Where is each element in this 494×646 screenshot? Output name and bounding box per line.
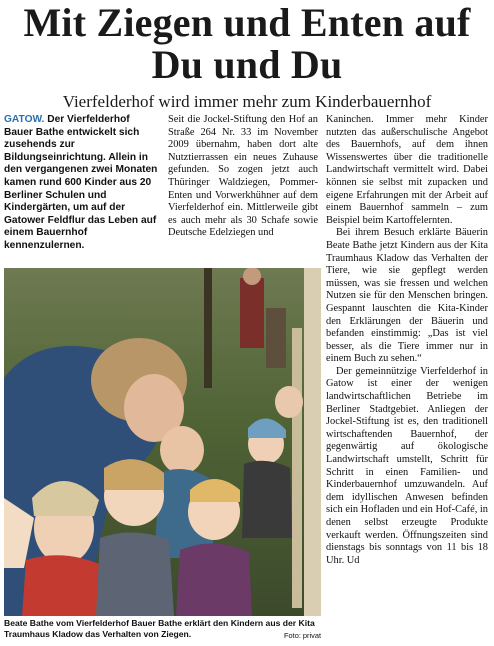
- lead-paragraph: [4, 114, 160, 253]
- photo-caption: [4, 618, 321, 641]
- headline: Mit Ziegen und Enten auf Du und Du: [23, 0, 471, 87]
- dateline-place: GATOW.: [4, 114, 45, 125]
- article-photo: [4, 268, 321, 616]
- col3-paragraph: Der gemeinnützige Vierfelderhof in Gatow ist einer der wenigen landwirtschaftlichen Betriebe im Berliner Stadtgebiet. Anliegen der Jockel-Stiftung ist es, den traditionell wirtschaftenden Bauernhof, der gegenwärtig auf ökologische Landwirtschaft umstellt, Schritt für Schritt in einen Familien- und Kinderbauernhof umzuwandeln. Auf dem idyllischen Anwesen befinden sich ein Hofladen und ein Hof-Café, in denen selbst erzeugte Produkte verkauft werden. Öffnungszeiten sind dienstags bis sonntags von 11 bis 18 Uhr. Ud: [326, 365, 488, 566]
- column-2: [168, 114, 318, 240]
- col3-paragraph: Kaninchen. Immer mehr Kinder nutzten das außerschulische Angebot des Bauernhofs, auf dem ihnen Wissenswertes über die traditionelle Landwirtschaft vermittelt wird. Dabei können sie selbst mit zupacken und eigene Erfahrungen mit der Arbeit auf einem Bauernhof sammeln – zum Beispiel beim Kartoffelernten.: [326, 114, 488, 226]
- caption-text: Beate Bathe vom Vierfelderhof Bauer Bathe erklärt den Kindern aus der Kita Traumhaus Kladow das Verhalten von Ziegen.: [4, 618, 315, 639]
- subheadline: Vierfelderhof wird immer mehr zum Kinderbauernhof: [62, 92, 432, 111]
- column-3: [326, 114, 488, 567]
- photo-illustration: [4, 268, 321, 616]
- lead-text: Der Vierfelderhof Bauer Bathe entwickelt sich zusehends zur Bildungseinrichtung. Allein in den vergangenen zwei Monaten kamen rund 600 Kinder aus 20 Berliner Schulen und Kindergärten, um auf der Gatower Feldflur das Leben auf einem Bauernhof kennenzulernen.: [4, 114, 158, 251]
- photo-credit: Foto: privat: [284, 631, 321, 640]
- col2-paragraph: Seit die Jockel-Stiftung den Hof an Straße 264 Nr. 33 im November 2009 übernahm, haben dort alte Nutztierrassen ein neues Zuhause gefunden. So zogen jetzt auch Thüringer Waldziegen, Pommer-Enten und Vorwerkhühner auf dem Vierfelderhof ein. Mittlerweile gibt es auch mehr als 30 Schafe sowie Deutsche Edelziegen und: [168, 114, 318, 239]
- col3-paragraph: Bei ihrem Besuch erklärte Bäuerin Beate Bathe jetzt Kindern aus der Kita Traumhaus Kladow das Verhalten der Tiere, wie sie gepflegt werden müssen, was sie fressen und welchen Nutzen sie für den Menschen bringen. Gespannt lauschten die Kita-Kinder den Erklärungen der Bäuerin und befanden einstimmig: „Das ist viel besser, als die Tiere immer nur in einem Buch zu sehen.“: [326, 227, 488, 365]
